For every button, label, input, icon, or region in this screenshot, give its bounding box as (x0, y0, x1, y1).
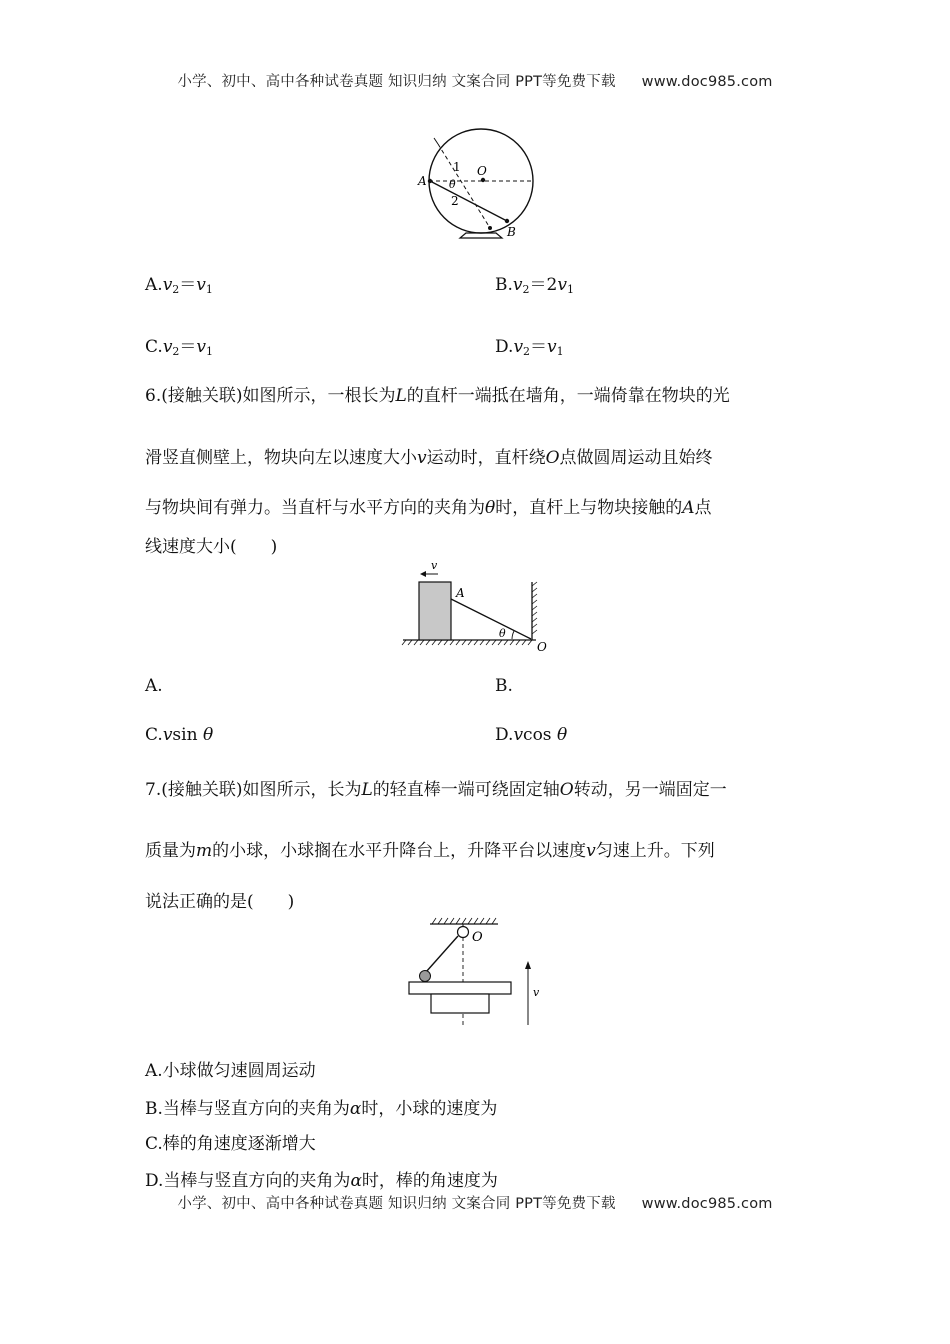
page-footer (0, 1192, 950, 1213)
q7-option-d[interactable] (145, 1166, 498, 1191)
fig7-label-o: O (472, 930, 483, 945)
var-v: v (512, 275, 523, 295)
var-o: O (545, 448, 560, 468)
text: 运动时，直杆绕 (426, 448, 546, 468)
page-header (0, 70, 950, 91)
equals: ＝ (179, 337, 197, 357)
var-m: m (196, 841, 213, 861)
fig1-label-theta: θ (449, 178, 456, 191)
fig1-label-2: 2 (451, 194, 459, 208)
option-text: 时，小球的速度为 (361, 1099, 498, 1119)
var-alpha: α (350, 1171, 362, 1191)
q7-option-a[interactable] (145, 1056, 316, 1081)
subscript: 2 (172, 345, 180, 358)
block (419, 582, 451, 640)
text: 点做圆周运动且始终 (559, 448, 713, 468)
wall-hatch (532, 582, 537, 634)
text: 的轻直棒一端可绕固定轴 (372, 780, 560, 800)
var-v: v (586, 841, 596, 861)
var-l: L (395, 386, 407, 406)
fig1-label-b: B (507, 225, 516, 239)
platform-base (431, 994, 489, 1013)
q6-stem-line-4 (145, 532, 277, 557)
var-alpha: α (349, 1099, 362, 1119)
fig6-label-o: O (537, 640, 547, 654)
fig6-label-theta: θ (499, 627, 506, 640)
point-bottom (488, 226, 492, 230)
q5-option-c[interactable] (145, 332, 213, 358)
header-text: 小学、初中、高中各种试卷真题 知识归纳 文案合同 PPT等免费下载 (177, 74, 616, 90)
var-v: v (196, 275, 206, 295)
option-prefix: B. (495, 676, 513, 696)
var-v: v (557, 275, 567, 295)
option-prefix: C. (145, 337, 163, 357)
fig6-label-v: v (431, 559, 438, 572)
header-site: www.doc985.com (641, 74, 773, 90)
q6-stem-line-2 (145, 443, 713, 468)
function: cos (523, 725, 557, 745)
text: 线速度大小( ) (145, 537, 278, 557)
point-o (481, 178, 485, 182)
text: 的小球，小球搁在水平升降台上，升降平台以速度 (212, 841, 587, 861)
option-text: C.棒的角速度逐渐增大 (145, 1134, 316, 1154)
subscript: 1 (206, 345, 214, 358)
subscript: 1 (205, 283, 213, 296)
q7-stem-line-1 (145, 775, 727, 800)
option-prefix: B. (495, 275, 513, 295)
q7-option-b[interactable] (145, 1094, 497, 1119)
var-v: v (162, 725, 173, 745)
var-o: O (559, 780, 574, 800)
q6-stem-line-1 (145, 381, 730, 406)
var-v: v (196, 337, 207, 357)
text: 说法正确的是( ) (145, 892, 295, 912)
var-theta: θ (485, 498, 496, 518)
text: 的直杆一端抵在墙角，一端倚靠在物块的光 (406, 386, 730, 406)
q5-option-d[interactable] (495, 332, 564, 358)
q6-option-a[interactable] (145, 676, 163, 696)
q7-stem-line-2 (145, 836, 715, 861)
footer-site: www.doc985.com (641, 1196, 773, 1212)
var-l: L (361, 780, 373, 800)
figure-rod-block (398, 560, 558, 656)
var-theta: θ (556, 725, 568, 745)
fig7-label-v: v (533, 986, 540, 999)
q6-stem-line-3 (145, 493, 712, 518)
subscript: 2 (523, 345, 531, 358)
equals: ＝ (179, 275, 197, 295)
text: 与物块间有弹力。当直杆与水平方向的夹角为 (145, 498, 485, 518)
point-b (505, 219, 509, 223)
sphere-stand (460, 233, 502, 238)
var-theta: θ (202, 725, 214, 745)
rod (451, 599, 531, 639)
text: 匀速上升。下列 (595, 841, 715, 861)
q7-option-c[interactable] (145, 1129, 316, 1154)
ceiling-hatch (432, 918, 496, 924)
var-v: v (162, 337, 173, 357)
option-prefix: A. (145, 676, 163, 696)
point-a (428, 179, 432, 183)
question-tag: (接触关联) (161, 386, 243, 406)
question-tag: (接触关联) (161, 780, 243, 800)
footer-text: 小学、初中、高中各种试卷真题 知识归纳 文案合同 PPT等免费下载 (177, 1196, 616, 1212)
fig1-label-o: O (477, 164, 487, 178)
fig1-label-1: 1 (453, 160, 461, 174)
subscript: 2 (172, 283, 180, 296)
ground-hatch (402, 640, 532, 645)
text: 滑竖直侧壁上，物块向左以速度大小 (145, 448, 417, 468)
figure-rod-platform (406, 915, 546, 1031)
subscript: 1 (566, 283, 574, 296)
text: 如图所示，一根长为 (242, 386, 396, 406)
q5-option-a[interactable] (145, 270, 213, 296)
velocity-arrowhead (420, 571, 426, 577)
var-v: v (547, 337, 557, 357)
function: sin (172, 725, 203, 745)
var-v: v (513, 725, 524, 745)
platform-top (409, 982, 511, 994)
option-prefix: A. (145, 275, 163, 295)
option-prefix: C. (145, 725, 163, 745)
text: 质量为 (145, 841, 196, 861)
angle-arc (512, 631, 514, 639)
chord-1-dashed (438, 144, 490, 228)
q6-option-c[interactable] (145, 725, 213, 745)
q5-option-b[interactable] (495, 270, 574, 296)
text: 转动，另一端固定一 (573, 780, 727, 800)
velocity-arrowhead (525, 961, 531, 969)
var-v: v (417, 448, 427, 468)
option-text: B.当棒与竖直方向的夹角为 (145, 1099, 350, 1119)
fig1-label-a: A (418, 174, 427, 188)
q6-option-d[interactable] (495, 725, 567, 745)
pivot-o (458, 927, 469, 938)
q7-stem-line-3 (145, 887, 294, 912)
subscript: 2 (522, 283, 530, 296)
option-prefix: D. (495, 725, 514, 745)
text: 时，直杆上与物块接触的 (495, 498, 683, 518)
option-text: D.当棒与竖直方向的夹角为 (145, 1171, 351, 1191)
option-prefix: D. (495, 337, 514, 357)
equals: ＝2 (529, 275, 558, 295)
question-number: 7. (145, 780, 162, 800)
option-text: A.小球做匀速圆周运动 (145, 1061, 316, 1081)
small-ball (420, 971, 431, 982)
var-v: v (162, 275, 173, 295)
q6-option-b[interactable] (495, 676, 513, 696)
equals: ＝ (530, 337, 548, 357)
var-a: A (682, 498, 695, 518)
question-number: 6. (145, 386, 162, 406)
subscript: 1 (556, 345, 564, 358)
var-v: v (513, 337, 524, 357)
chord-1-tail (434, 138, 438, 144)
option-text: 时，棒的角速度为 (361, 1171, 498, 1191)
text: 如图所示，长为 (242, 780, 362, 800)
figure-sphere-chords (410, 138, 550, 244)
fig6-label-a: A (456, 586, 465, 600)
text: 点 (694, 498, 712, 518)
light-rod (426, 936, 458, 972)
